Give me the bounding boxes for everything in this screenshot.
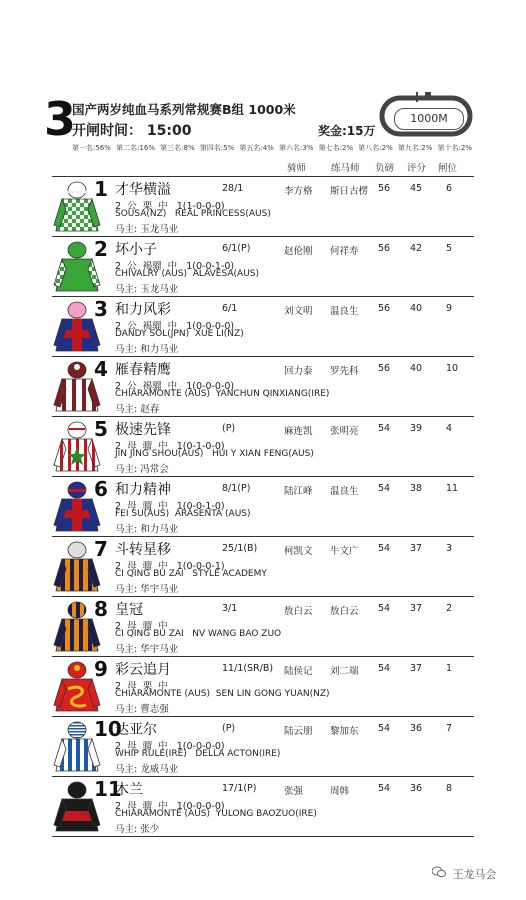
runner-row[interactable]: [52, 776, 474, 837]
horse-name: 和力风彩: [115, 302, 171, 318]
rating: 37: [410, 603, 423, 614]
race-number: 3: [44, 92, 77, 146]
trainer-header: 练马师: [331, 163, 360, 174]
weight: 54: [378, 783, 391, 794]
draw: 7: [446, 723, 453, 734]
runner-row[interactable]: [52, 476, 474, 536]
odds: 8/1(P): [222, 483, 251, 494]
trainer: 斯日古楞: [330, 186, 369, 197]
jockey: 刘文明: [284, 306, 313, 317]
start-time: 15:00: [146, 123, 192, 139]
runner-row[interactable]: [52, 596, 474, 656]
odds: (P): [222, 423, 236, 434]
draw: 11: [446, 483, 459, 494]
draw: 2: [446, 603, 453, 614]
horse-name: 彩云追月: [115, 662, 171, 678]
trainer: 温良生: [330, 486, 359, 497]
horse-info: 2 母 骝 中 1(0-1-0-0): [115, 441, 225, 452]
horse-number: 4: [94, 357, 108, 381]
weight: 54: [378, 663, 391, 674]
weight: 56: [378, 243, 391, 254]
runner-row[interactable]: [52, 416, 474, 476]
draw: 5: [446, 243, 453, 254]
stat-5: 第五名:4%: [239, 144, 274, 152]
horse-name: 极速先锋: [115, 422, 171, 438]
pedigree: CI QING BU ZAI STYLE ACADEMY: [115, 569, 267, 579]
rating-header: 评分: [407, 163, 427, 174]
rating: 37: [410, 663, 423, 674]
horse-info: 2 母 骝 中 1(0-0-0-0): [115, 801, 225, 812]
owner: 马主: 华宇马业: [115, 644, 179, 655]
horse-name: 皇冠: [115, 602, 143, 618]
stat-2: 第二名:16%: [116, 144, 155, 152]
stat-6: 第六名:3%: [279, 144, 314, 152]
jockey: 李方格: [284, 186, 313, 197]
pedigree: SOUSA(NZ) REAL PRINCESS(AUS): [115, 209, 271, 219]
rating: 45: [410, 183, 423, 194]
runner-row[interactable]: [52, 356, 474, 416]
horse-number: 6: [94, 477, 108, 501]
start-time-label: 开闸时间：: [72, 123, 142, 139]
horse-info: 2 公 褐骝 中 1(0-0-0-0): [115, 321, 235, 332]
horse-info: 2 公 栗 中 1(1-0-0-0): [115, 201, 225, 212]
pedigree: WHIP RULE(IRE) DELLA ACTON(IRE): [115, 749, 281, 759]
pedigree: CHIARAMONTE (AUS) YANCHUN QINXIANG(IRE): [115, 389, 330, 399]
weight: 56: [378, 183, 391, 194]
horse-number: 7: [94, 537, 108, 561]
horse-number: 5: [94, 417, 108, 441]
horse-info: 2 母 骝 中 1(0-0-0-0): [115, 741, 225, 752]
owner: 马主: 华宇马业: [115, 584, 179, 595]
jockey-header: 骑师: [287, 163, 307, 174]
draw: 8: [446, 783, 453, 794]
horse-info: 2 公 褐骝 中 1(0-0-1-0): [115, 261, 235, 272]
pedigree: JIN JING SHOU(AUS) HUI Y XIAN FENG(AUS): [115, 449, 314, 459]
jockey: 张强: [284, 786, 304, 797]
owner: 马主: 张少: [115, 824, 160, 835]
jockey: 敖白云: [284, 606, 313, 617]
pedigree: CHIARAMONTE (AUS) SEN LIN GONG YUAN(NZ): [115, 689, 330, 699]
horse-number: 8: [94, 597, 108, 621]
draw-header: 闸位: [438, 163, 458, 174]
draw: 4: [446, 423, 453, 434]
horse-name: 斗转星移: [115, 542, 171, 558]
horse-name: 达亚尔: [115, 722, 157, 738]
horse-info: 2 母 骝 中 1(0-0-1-0): [115, 501, 225, 512]
stat-7: 第七名:2%: [318, 144, 354, 152]
runner-list: [52, 176, 474, 837]
wechat-icon: [432, 866, 446, 881]
runner-row[interactable]: [52, 656, 474, 716]
draw: 10: [446, 363, 459, 374]
pedigree: CHIARAMONTE (AUS) YULONG BAOZUO(IRE): [115, 809, 317, 819]
owner: 马主: 玉龙马业: [115, 224, 179, 235]
rating: 36: [410, 723, 423, 734]
horse-name: 才华横溢: [115, 182, 171, 198]
weight: 56: [378, 363, 391, 374]
horse-number: 11: [94, 777, 122, 801]
runner-row[interactable]: [52, 536, 474, 596]
prize-money: 奖金:15万: [318, 124, 376, 138]
stat-9: 第九名:2%: [397, 144, 433, 152]
watermark-text: 王龙马会: [452, 868, 497, 881]
draw: 1: [446, 663, 453, 674]
owner: 马主: 和力马业: [115, 344, 179, 355]
odds: 6/1(P): [222, 243, 251, 254]
stat-3: 第三名:8%: [160, 144, 195, 152]
odds: (P): [222, 723, 236, 734]
runner-row[interactable]: [52, 176, 474, 236]
odds: 6/1: [222, 303, 238, 314]
jockey: 回力泰: [284, 366, 313, 377]
horse-name: 雁春精鹰: [115, 362, 171, 378]
weight: 54: [378, 423, 391, 434]
owner: 马主: 龙威马业: [115, 764, 179, 775]
distance-badge: 1000M: [394, 108, 464, 130]
rating: 40: [410, 363, 423, 374]
jockey: 柯凯文: [284, 546, 313, 557]
weight: 54: [378, 483, 391, 494]
owner: 马主: 玉龙马业: [115, 284, 179, 295]
rating: 39: [410, 423, 423, 434]
weight: 56: [378, 303, 391, 314]
owner: 马主: 赵春: [115, 404, 160, 415]
owner: 马主: 和力马业: [115, 524, 179, 535]
odds: 28/1: [222, 183, 244, 194]
trainer: 刘二端: [330, 666, 359, 677]
trainer: 温良生: [330, 306, 359, 317]
horse-info: 2 母 栗 中: [115, 681, 168, 692]
draw: 6: [446, 183, 453, 194]
jockey: 陆侯记: [284, 666, 313, 677]
stat-1: 第一名:56%: [72, 144, 111, 152]
horse-name: 和力精神: [115, 482, 171, 498]
trainer: 周韩: [330, 786, 350, 797]
weight-header: 负磅: [375, 163, 395, 174]
watermark: [432, 866, 497, 882]
runner-row[interactable]: [52, 236, 474, 296]
jockey: 赵伦刚: [284, 246, 313, 257]
jockey: 陆江峰: [284, 486, 313, 497]
pedigree: CI QING BU ZAI NV WANG BAO ZUO: [115, 629, 282, 639]
trainer: 何祥寿: [330, 246, 359, 257]
owner: 马主: 冯常会: [115, 464, 169, 475]
odds: 25/1(B): [222, 543, 258, 554]
rating: 38: [410, 483, 423, 494]
horse-number: 3: [94, 297, 108, 321]
trainer: 敖白云: [330, 606, 359, 617]
rating: 42: [410, 243, 423, 254]
race-title: 国产两岁纯血马系列常规赛B组 1000米: [72, 102, 296, 117]
trainer: 罗先科: [330, 366, 359, 377]
pedigree: CHIVALRY (AUS) ALAVESA(AUS): [115, 269, 260, 279]
weight: 54: [378, 543, 391, 554]
start-time-row: [72, 120, 191, 140]
trainer: 张明亮: [330, 426, 359, 437]
odds: 3/1: [222, 603, 238, 614]
rating: 37: [410, 543, 423, 554]
horse-info: 2 母 骝 中: [115, 621, 168, 632]
rating: 36: [410, 783, 423, 794]
pedigree: FEI SU(AUS) ARASENTA (AUS): [115, 509, 251, 519]
weight: 54: [378, 723, 391, 734]
jockey: 陆云朋: [284, 726, 313, 737]
horse-number: 10: [94, 717, 122, 741]
stat-10: 第十名:2%: [437, 144, 472, 152]
stat-4: 第四名:5%: [199, 144, 235, 152]
owner: 马主: 曹志强: [115, 704, 169, 715]
horse-number: 1: [94, 177, 108, 201]
draw: 9: [446, 303, 453, 314]
pedigree: DANDY SOL(JPN) XUE LI(NZ): [115, 329, 244, 339]
horse-number: 2: [94, 237, 108, 261]
runner-row[interactable]: [52, 716, 474, 776]
horse-name: 坏小子: [115, 242, 157, 258]
weight: 54: [378, 603, 391, 614]
runner-row[interactable]: [52, 296, 474, 356]
horse-name: 木兰: [115, 782, 143, 798]
trainer: 黎加东: [330, 726, 359, 737]
horse-number: 9: [94, 657, 108, 681]
stat-8: 第八名:2%: [358, 144, 393, 152]
horse-info: 2 公 褐骝 中 1(0-0-0-0): [115, 381, 235, 392]
odds: 17/1(P): [222, 783, 257, 794]
draw: 3: [446, 543, 453, 554]
horse-info: 2 母 骝 中 1(0-0-0-1): [115, 561, 225, 572]
jockey: 麻连凯: [284, 426, 313, 437]
trainer: 牛文广: [330, 546, 359, 557]
rating: 40: [410, 303, 423, 314]
finish-distribution: [72, 143, 472, 153]
odds: 11/1(SR/B): [222, 663, 274, 674]
